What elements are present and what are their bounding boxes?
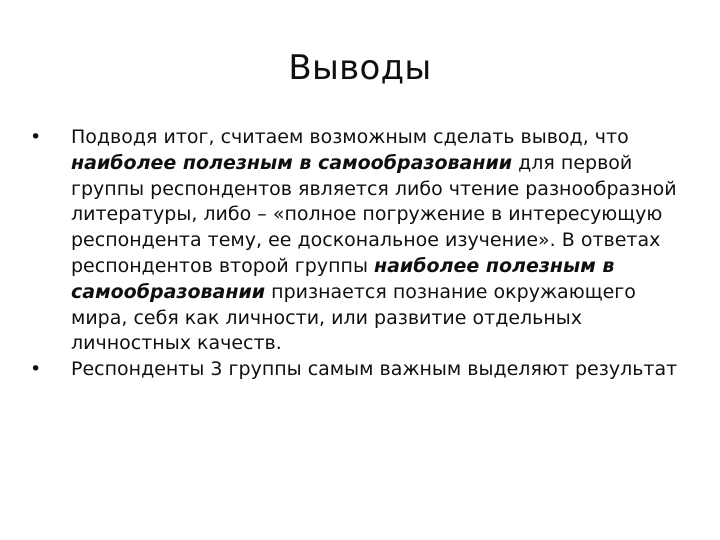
bullet-marker: • bbox=[30, 358, 42, 381]
emphasized-phrase: наиболее полезным в самообразовании bbox=[71, 254, 615, 303]
emphasized-phrase: наиболее полезным в самообразовании bbox=[71, 151, 513, 174]
slide-title: Выводы bbox=[288, 48, 432, 88]
bullet-item-1 bbox=[30, 125, 695, 357]
text-segment: Подводя итог, считаем возможным сделать вывод, что bbox=[71, 126, 629, 148]
bullet-list bbox=[30, 125, 695, 383]
bullet-item-2 bbox=[30, 357, 695, 383]
bullet-marker: • bbox=[30, 126, 42, 148]
text-segment: признается познание окружающего мира, себя как личности, или развитие отдельных личностных качеств. bbox=[71, 280, 636, 355]
text-segment: Респонденты 3 группы самым важным выделяют результат bbox=[71, 358, 678, 381]
text-segment: для первой группы респондентов является либо чтение разнообразной литературы, либо – «полное погружение в интересующую респондента тему, ее доскональное изучение». В ответах респондентов второй группы bbox=[71, 151, 677, 277]
bullet-text-2 bbox=[71, 358, 677, 380]
bullet-text-1 bbox=[71, 126, 677, 354]
